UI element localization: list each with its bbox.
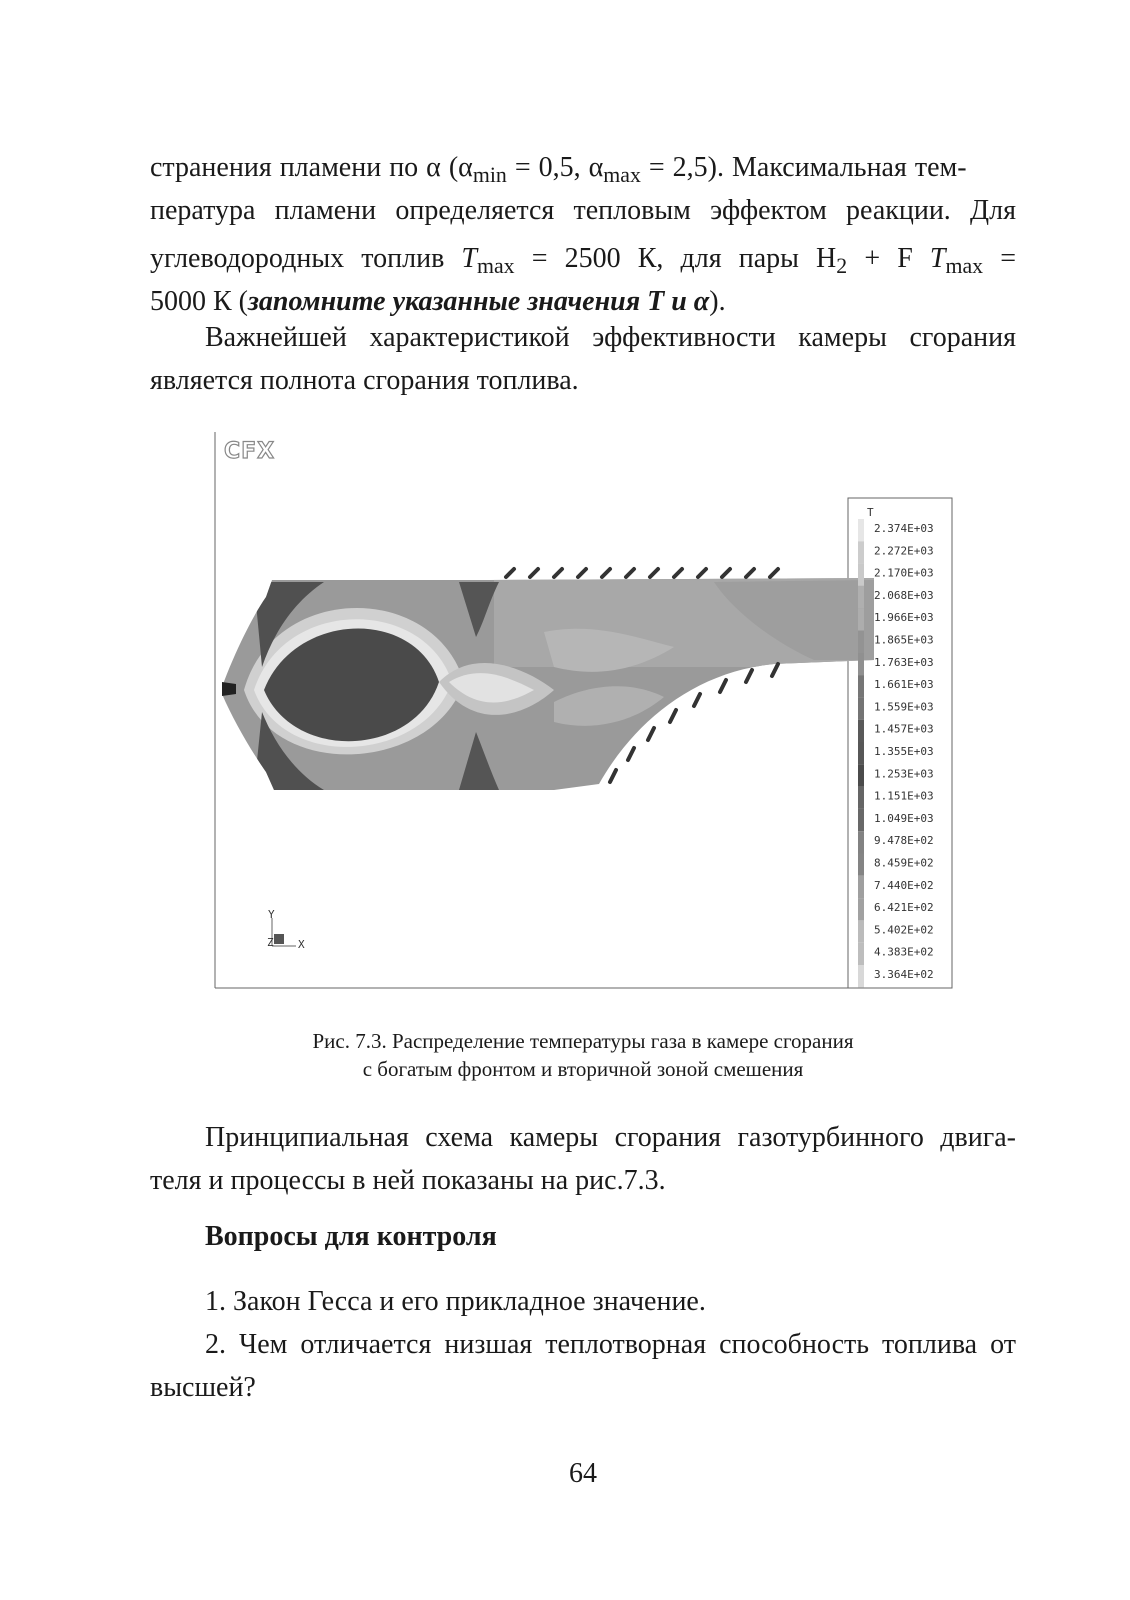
text-line: Принципиальная схема камеры сгорания газотурбинного двига-	[205, 1122, 1016, 1153]
question-1: 1. Закон Гесса и его прикладное значение.	[205, 1286, 706, 1317]
dilution-jets-upper	[506, 569, 778, 577]
paragraph-schematic	[150, 1116, 1016, 1202]
legend-value-label: 7.440E+02	[874, 878, 934, 892]
legend-value-label: 1.049E+03	[874, 811, 934, 825]
legend-value-label: 1.763E+03	[874, 655, 934, 669]
legend-value-label: 4.383E+02	[874, 945, 934, 959]
cfx-logo: CFX	[224, 439, 276, 464]
legend-value-label: 5.402E+02	[874, 923, 934, 937]
legend-swatch	[858, 787, 864, 809]
caption-line-1: Рис. 7.3. Распределение температуры газа в камере сгорания	[312, 1029, 854, 1053]
legend-swatch	[858, 898, 864, 920]
legend-swatch	[858, 564, 864, 586]
legend-value-label: 2.170E+03	[874, 566, 934, 580]
text-line: является полнота сгорания топлива.	[150, 365, 579, 396]
legend-swatch	[858, 653, 864, 675]
text-line: странения пламени по α ($\alpha_{min} = 0,5$, $\alpha_{max} = 2,5$). Максимальная тем-	[150, 152, 967, 188]
axis-z-label: Z	[267, 936, 274, 949]
legend-swatch	[858, 675, 864, 697]
control-questions	[150, 1280, 1016, 1409]
paragraph-flame-temperature	[150, 146, 1016, 323]
legend-swatch	[858, 920, 864, 942]
text-line: пература пламени определяется тепловым эффектом реакции. Для	[150, 195, 1016, 226]
legend-value-label: 1.661E+03	[874, 678, 934, 692]
legend-value-label: 9.478E+02	[874, 834, 934, 848]
text-line: углеводородных топлив $T_{max} = 2500$ К, для пары $H_2 + F$ $T_{max}$ =	[150, 243, 1016, 279]
temperature-contour-figure	[214, 432, 954, 992]
legend-swatch	[858, 742, 864, 764]
page-number: 64	[569, 1458, 597, 1489]
legend-value-label: 8.459E+02	[874, 856, 934, 870]
legend-swatch	[858, 541, 864, 563]
chamber-contour	[214, 572, 894, 802]
legend-swatch	[858, 720, 864, 742]
legend-swatch	[858, 608, 864, 630]
legend-value-label: 1.457E+03	[874, 722, 934, 736]
legend-value-label: 2.374E+03	[874, 522, 934, 535]
section-heading: Вопросы для контроля	[205, 1221, 497, 1252]
legend-value-label: 1.865E+03	[874, 633, 934, 647]
axis-triad	[267, 908, 305, 951]
legend-value-label: 1.355E+03	[874, 745, 934, 758]
question-2-line-2: высшей?	[150, 1372, 256, 1403]
legend-value-label: 2.068E+03	[874, 588, 934, 602]
axis-x-label: X	[298, 938, 305, 951]
legend-swatch	[858, 631, 864, 653]
legend-swatch	[858, 943, 864, 965]
legend-swatch	[858, 697, 864, 719]
legend-value-label: 1.151E+03	[874, 789, 934, 803]
axis-y-label: Y	[268, 908, 275, 921]
legend-value-label: 1.253E+03	[874, 767, 934, 781]
legend-title: T	[867, 506, 874, 519]
text-line: 5000 К (запомните указанные значения T и α).	[150, 286, 726, 317]
legend-swatch	[858, 965, 864, 987]
legend-swatch	[858, 876, 864, 898]
legend-swatch	[858, 764, 864, 786]
figure-caption	[150, 1027, 1016, 1083]
injector-tip	[222, 682, 236, 696]
caption-line-2: с богатым фронтом и вторичной зоной смешения	[362, 1057, 804, 1081]
legend-value-label: 2.272E+03	[874, 544, 934, 558]
paragraph-combustion-efficiency	[150, 316, 1016, 402]
legend-value-label: 6.421E+02	[874, 901, 934, 915]
legend-swatch	[858, 854, 864, 876]
legend-swatch	[858, 809, 864, 831]
emphasis-remember-values: запомните указанные значения T и α	[248, 286, 710, 317]
legend-swatch	[858, 519, 864, 541]
text-line: теля и процессы в ней показаны на рис.7.3.	[150, 1165, 666, 1196]
text-line: Важнейшей характеристикой эффективности камеры сгорания	[205, 322, 1016, 353]
legend-value-label: 3.364E+02	[874, 968, 934, 981]
legend-value-label: 1.966E+03	[874, 611, 934, 625]
legend-swatch	[858, 586, 864, 608]
legend-swatch	[858, 831, 864, 853]
legend-value-label: 1.559E+03	[874, 700, 934, 714]
question-2-line-1: 2. Чем отличается низшая теплотворная способность топлива от	[205, 1329, 1016, 1360]
